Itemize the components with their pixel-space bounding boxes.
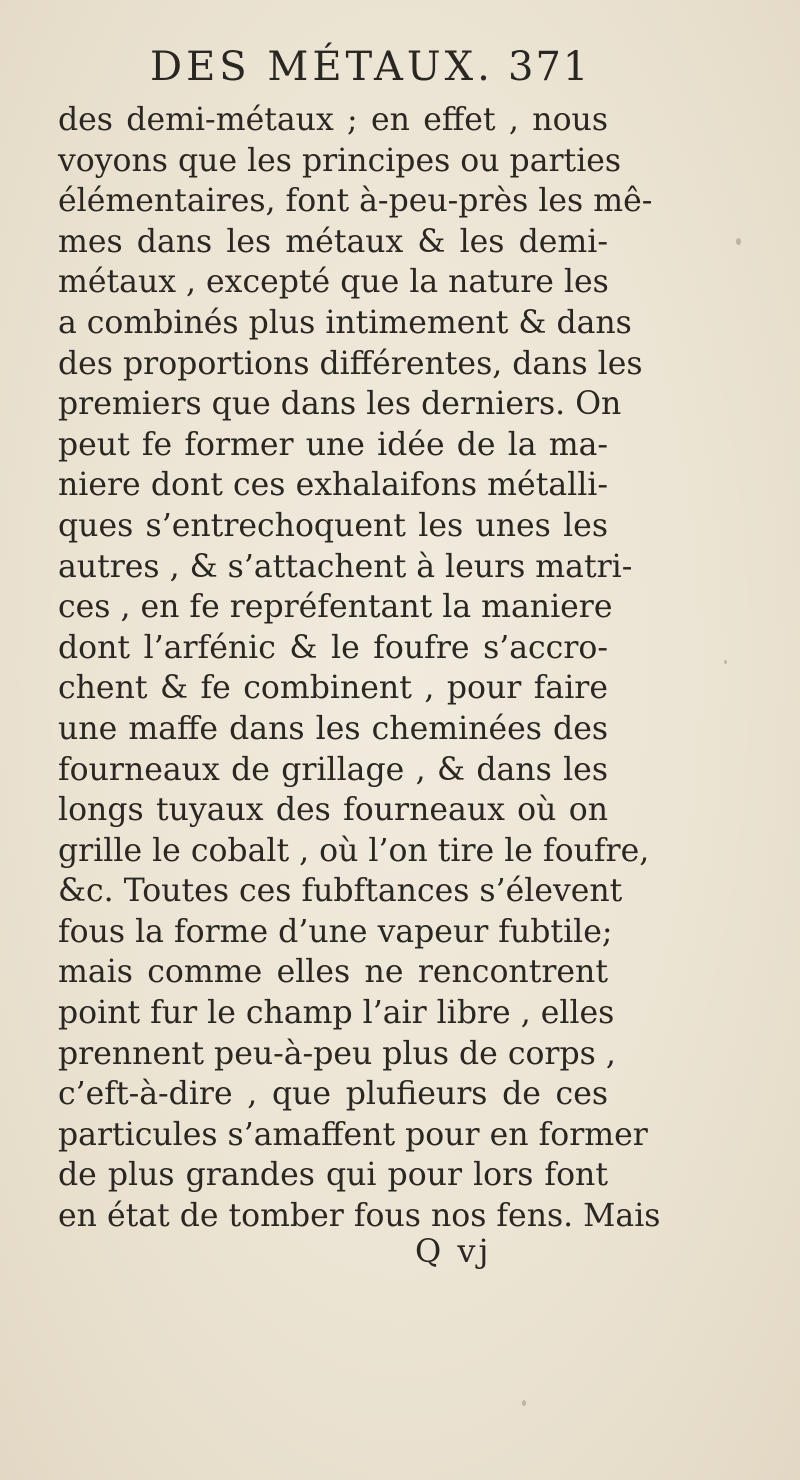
paper-speck — [522, 1400, 526, 1406]
text-line: voyons que les principes ou parties — [58, 142, 622, 179]
text-line: des demi-métaux ; en effet , nous — [58, 102, 608, 138]
text-line: métaux , excepté que la nature les — [58, 264, 609, 301]
text-line: ces , en fe repréfentant la maniere — [58, 589, 613, 626]
body-text — [58, 100, 661, 1237]
text-line: peut fe former une idée de la ma- — [58, 426, 608, 463]
text-line: premiers que dans les derniers. On — [58, 386, 622, 423]
text-line: élémentaires, font à-peu-près les mê- — [58, 183, 653, 220]
text-line: chent & fe combinent , pour faire — [58, 670, 608, 707]
text-line: fous la forme d’une vapeur fubtile; — [58, 913, 613, 950]
text-line: autres , & s’attachent à leurs matri- — [58, 548, 633, 585]
text-line: c’eft-à-dire , que plufieurs de ces — [58, 1076, 608, 1113]
text-line: des proportions différentes, dans les — [58, 345, 643, 382]
text-line: point fur le champ l’air libre , elles — [58, 995, 615, 1032]
text-line: ques s’entrechoquent les unes les — [58, 507, 608, 544]
text-line: niere dont ces exhalaifons métalli- — [58, 467, 608, 504]
text-line: &c. Toutes ces fubftances s’élevent — [58, 873, 623, 910]
paper-speck — [736, 238, 741, 245]
text-line: particules s’amaffent pour en former — [58, 1116, 648, 1153]
text-line: longs tuyaux des fourneaux où on — [58, 792, 608, 829]
text-line: grille le cobalt , où l’on tire le foufre, — [58, 832, 650, 869]
page-number: 371 — [508, 44, 591, 90]
page-header — [0, 44, 800, 104]
text-line: fourneaux de grillage , & dans les — [58, 751, 608, 788]
text-line: de plus grandes qui pour lors font — [58, 1157, 608, 1194]
text-line: mes dans les métaux & les demi- — [58, 223, 608, 260]
running-head: DES MÉTAUX. — [150, 44, 494, 90]
signature-mark: Q vj — [415, 1232, 492, 1270]
text-line: prennent peu-à-peu plus de corps , — [58, 1035, 616, 1072]
text-line: une maffe dans les cheminées des — [58, 710, 608, 747]
text-line: a combinés plus intimement & dans — [58, 304, 632, 341]
text-line: dont l’arfénic & le foufre s’accro- — [58, 629, 608, 666]
paper-speck — [724, 660, 727, 664]
text-line: mais comme elles ne rencontrent — [58, 954, 608, 991]
text-line: en état de tomber fous nos fens. Mais — [58, 1198, 661, 1235]
